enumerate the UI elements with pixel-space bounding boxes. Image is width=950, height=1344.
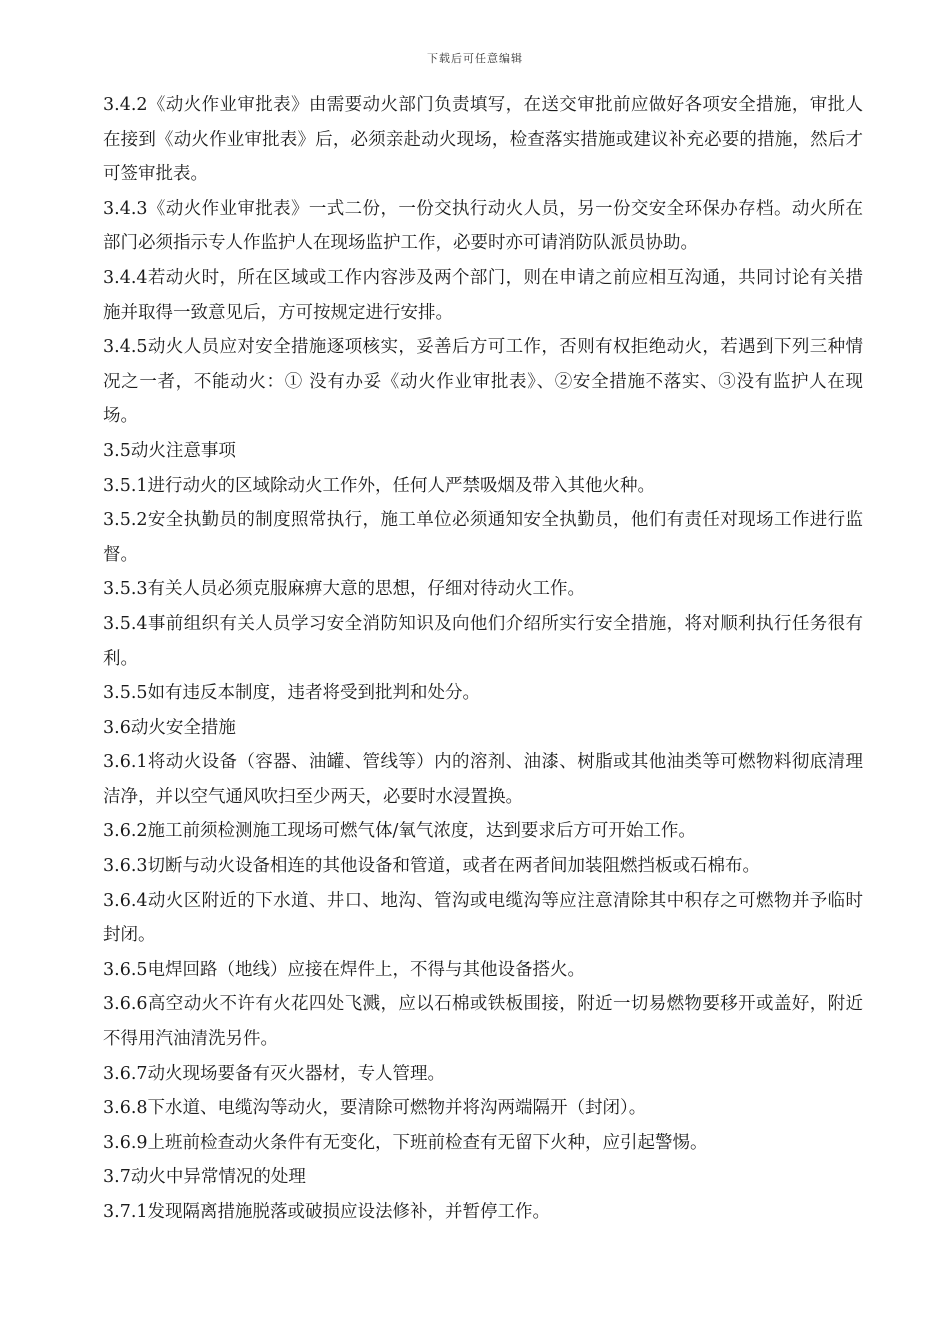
paragraph-3-5-4: 3.5.4事前组织有关人员学习安全消防知识及向他们介绍所实行安全措施，将对顺利执行任务很有利。 <box>103 613 863 669</box>
paragraph-3-5-3: 3.5.3有关人员必须克服麻痹大意的思想，仔细对待动火工作。 <box>103 579 586 600</box>
section-heading-3-6: 3.6动火安全措施 <box>103 717 236 738</box>
paragraph-3-6-7: 3.6.7动火现场要备有灭火器材，专人管理。 <box>103 1063 446 1084</box>
paragraph-3-5-1: 3.5.1进行动火的区域除动火工作外，任何人严禁吸烟及带入其他火种。 <box>103 475 656 496</box>
paragraph-3-7-1: 3.7.1发现隔离措施脱落或破损应设法修补，并暂停工作。 <box>103 1202 551 1222</box>
paragraph-3-5-5: 3.5.5如有违反本制度，违者将受到批判和处分。 <box>103 683 481 704</box>
paragraph-3-6-8: 3.6.8下水道、电缆沟等动火，要清除可燃物并将沟两端隔开（封闭）。 <box>103 1098 647 1119</box>
document-body <box>103 88 863 1230</box>
paragraph-3-6-5: 3.6.5电焊回路（地线）应接在焊件上，不得与其他设备搭火。 <box>103 959 586 980</box>
paragraph-3-6-3: 3.6.3切断与动火设备相连的其他设备和管道，或者在两者间加装阻燃挡板或石棉布。 <box>103 856 761 877</box>
paragraph-3-5-2: 3.5.2安全执勤员的制度照常执行，施工单位必须通知安全执勤员，他们有责任对现场工作进行监督。 <box>103 510 863 565</box>
page-header: 下载后可任意编辑 <box>427 52 523 65</box>
paragraph-3-6-4: 3.6.4动火区附近的下水道、井口、地沟、管沟或电缆沟等应注意清除其中积存之可燃物并予临时封闭。 <box>103 890 863 946</box>
paragraph-3-6-1: 3.6.1将动火设备（容器、油罐、管线等）内的溶剂、油漆、树脂或其他油类等可燃物料彻底清理洁净，并以空气通风吹扫至少两天，必要时水浸置换。 <box>103 752 863 807</box>
paragraph-3-4-3: 3.4.3《动火作业审批表》一式二份，一份交执行动火人员，另一份交安全环保办存档。动火所在部门必须指示专人作监护人在现场监护工作，必要时亦可请消防队派员协助。 <box>103 198 863 254</box>
paragraph-3-6-2: 3.6.2施工前须检测施工现场可燃气体/氧气浓度，达到要求后方可开始工作。 <box>103 821 696 842</box>
paragraph-3-6-6: 3.6.6高空动火不许有火花四处飞溅，应以石棉或铁板围接，附近一切易燃物要移开或盖好，附近不得用汽油清洗另件。 <box>103 994 863 1050</box>
paragraph-3-4-2: 3.4.2《动火作业审批表》由需要动火部门负责填写，在送交审批前应做好各项安全措施，审批人在接到《动火作业审批表》后，必须亲赴动火现场，检查落实措施或建议补充必要的措施，然后才可签审批表。 <box>103 95 863 185</box>
paragraph-3-4-5: 3.4.5动火人员应对安全措施逐项核实，妥善后方可工作，否则有权拒绝动火，若遇到下列三种情况之一者，不能动火：① 没有办妥《动火作业审批表》、②安全措施不落实、③没有监护人在现场。 <box>103 337 863 427</box>
section-heading-3-5: 3.5动火注意事项 <box>103 440 236 461</box>
paragraph-3-4-4: 3.4.4若动火时，所在区域或工作内容涉及两个部门，则在申请之前应相互沟通，共同讨论有关措施并取得一致意见后，方可按规定进行安排。 <box>103 267 863 323</box>
section-heading-3-7: 3.7动火中异常情况的处理 <box>103 1167 306 1188</box>
paragraph-3-6-9: 3.6.9上班前检查动火条件有无变化，下班前检查有无留下火种，应引起警惕。 <box>103 1132 708 1153</box>
